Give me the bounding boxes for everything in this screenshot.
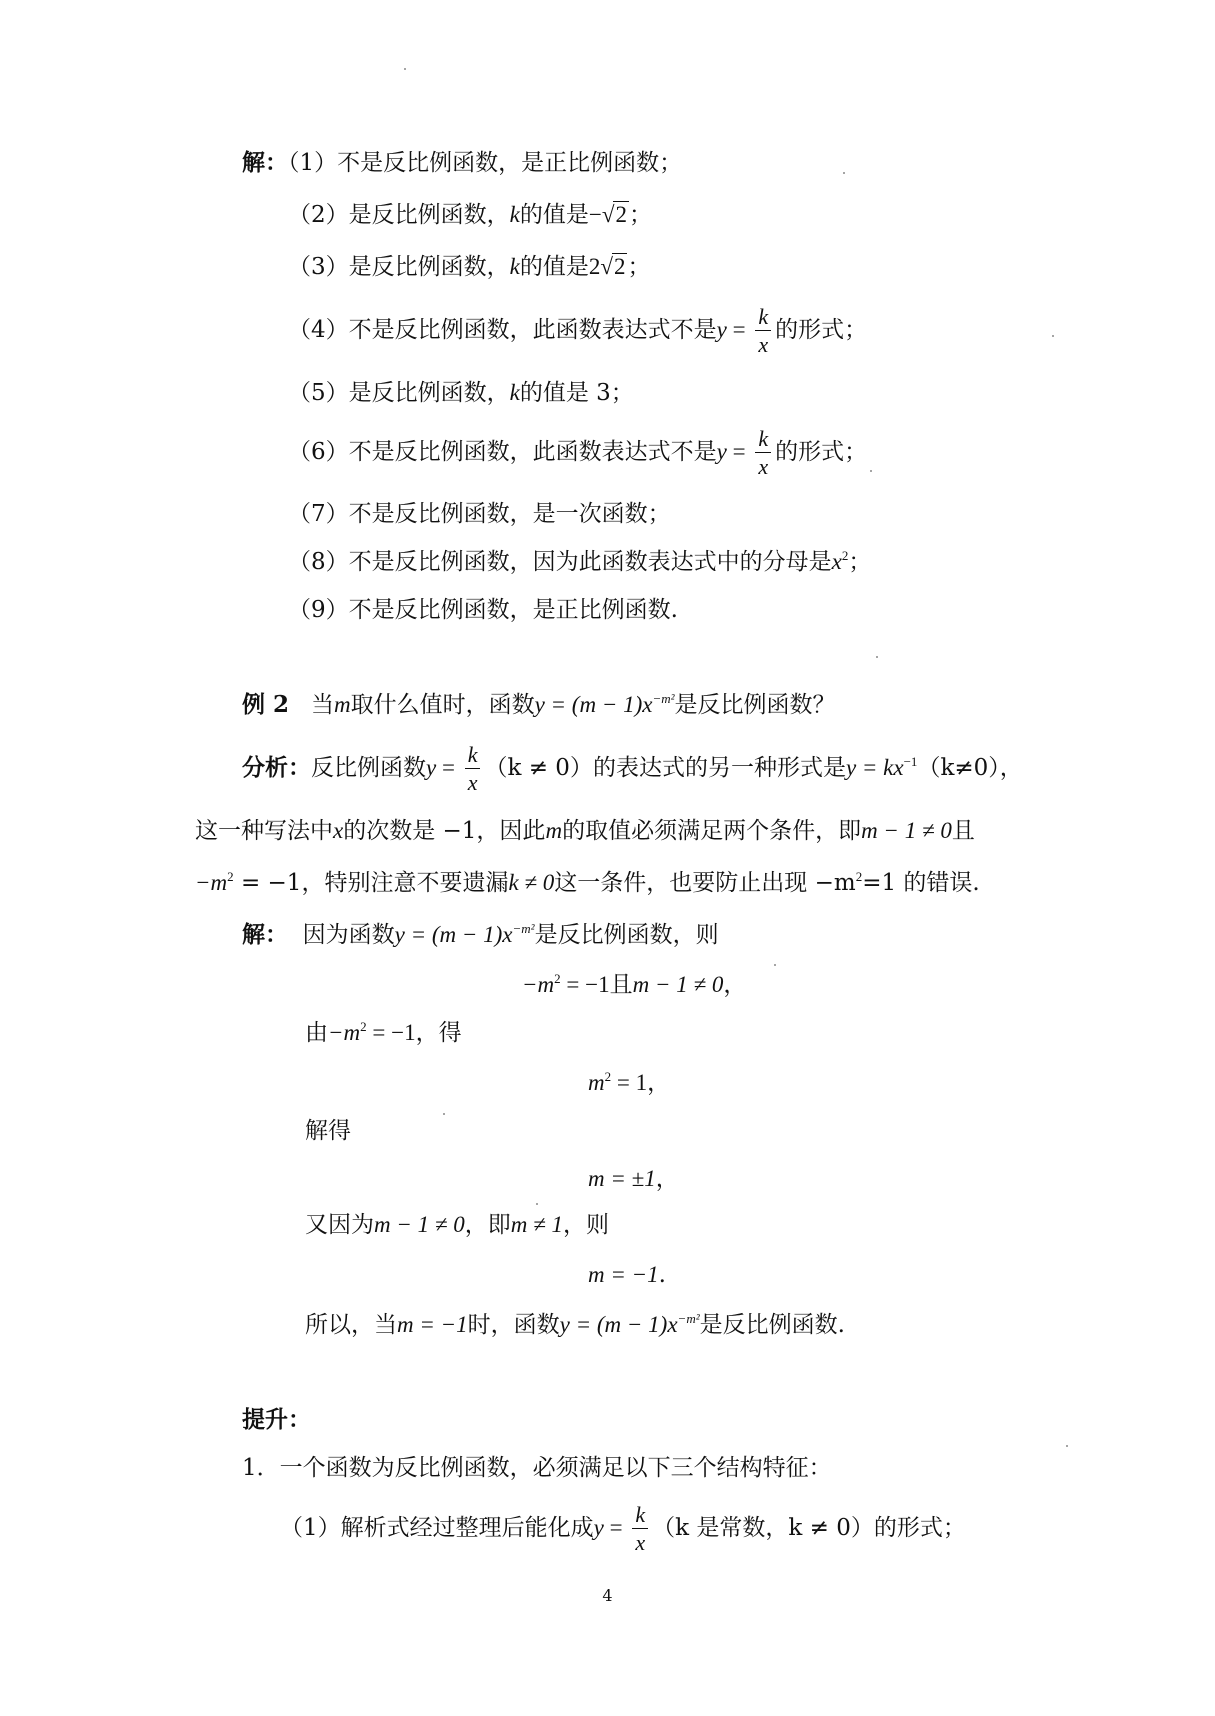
solution2-line-8: m = −1. [588,1262,666,1288]
solution-line-7: （7）不是反比例函数，是一次函数； [288,501,671,527]
improve-line-2: （1）解析式经过整理后能化成y = $\frac{k}{x}$ （k 是常数，k ≠ 0）的形式； [280,1502,966,1555]
item-text: 不是反比例函数，是正比例函数； [337,150,683,176]
scan-speck [1066,1445,1068,1447]
scan-speck [876,656,878,658]
item-text: 是反比例函数， [348,254,510,280]
analysis-line-3: $-m^2 = -1$，特别注意不要遗漏k ≠ 0这一条件，也要防止出现 $-m^2=1$ 的错误. [195,869,980,896]
page-number: 4 [602,1586,613,1605]
scan-speck [443,1113,445,1115]
math-coef: 2 [588,254,601,279]
item-number: （8） [288,549,349,575]
solution2-line-2: $-m^2 = -1$且m − 1 ≠ 0， [522,971,747,998]
item-number: （7） [288,501,349,527]
item-text: 的值是 [519,202,589,228]
solution-line-3: （3）是反比例函数，k的值是2√2； [288,254,651,280]
scan-speck [774,964,776,966]
solution-label: 解： [242,149,288,176]
solution-line-2: （2）是反比例函数，k的值是−√2； [288,202,652,228]
fraction-k-over-x: $\frac{k}{x}$ [632,1504,648,1554]
solution-line-8: （8）不是反比例函数，因为此函数表达式中的分母是$x^2$； [288,548,872,575]
solution2-line-7: 又因为m − 1 ≠ 0，即m ≠ 1，则 [305,1212,609,1238]
solution2-line-1: 解： 因为函数$y = (m - 1)x^{-m^2}$是反比例函数，则 [242,921,719,948]
improve-line-1: 1．一个函数为反比例函数，必须满足以下三个结构特征： [242,1455,832,1481]
scan-speck [1052,335,1054,337]
analysis-line-1: 分析：反比例函数y = $\frac{k}{x}$ （k ≠ 0）的表达式的另一种形式是$y = kx^{-1}(k\ne 0)$， [242,742,1023,795]
sqrt-expression: √2 [601,202,627,227]
sqrt-expression: √2 [600,254,626,279]
analysis-label: 分析： [242,754,311,781]
solution2-line-6: m = ±1， [588,1166,679,1192]
item-text: 不是反比例函数，此函数表达式不是 [348,317,717,343]
solution2-line-3: 由$-m^2 = -1$，得 [305,1019,462,1046]
fraction-k-over-x: $\frac{k}{x}$ [755,428,771,478]
solution-label: 解： [242,921,288,948]
item-number: （1） [288,150,338,176]
analysis-line-2: 这一种写法中x的次数是 −1，因此m的取值必须满足两个条件，即m − 1 ≠ 0且 [195,818,975,844]
scan-speck [843,172,845,174]
item-number: （9） [288,597,349,623]
solution2-line-9: 所以，当m = −1时，函数$y = (m - 1)x^{-m^2}$是反比例函数. [305,1311,845,1338]
item-number: （2） [288,202,349,228]
fraction-k-over-x: $\frac{k}{x}$ [465,744,481,794]
solution-line-4: （4）不是反比例函数，此函数表达式不是y = $\frac{k}{x}$ 的形式； [288,304,868,357]
item-number: （4） [288,317,349,343]
solution-line-6: （6）不是反比例函数，此函数表达式不是y = $\frac{k}{x}$ 的形式； [288,426,868,479]
solution-line-5: （5）是反比例函数，k的值是 3； [288,380,634,406]
fraction-k-over-x: $\frac{k}{x}$ [755,306,771,356]
item-number: （5） [288,380,349,406]
improve-heading [242,1405,311,1435]
example-label: 例 2 [242,691,290,718]
math-k: k [509,254,520,279]
item-number: （6） [288,439,349,465]
improve-label: 提升： [242,1406,311,1433]
item-text: 是反比例函数， [348,202,510,228]
scan-speck [404,68,406,70]
solution-line-1 [242,148,682,178]
solution2-line-5: 解得 [305,1118,351,1144]
example-2-question: 例 2 当m取什么值时，函数$y = (m - 1)x^{-m^2}$是反比例函数？ [242,691,836,718]
math-minus: − [588,202,602,227]
item-text: 的值是 [519,254,589,280]
solution2-line-4: $m^2 = 1$， [588,1069,671,1096]
math-k: k [509,202,520,227]
item-number: （3） [288,254,349,280]
function-expression: y = (m − 1)x [534,692,653,717]
scan-speck [536,1203,538,1205]
solution-line-9: （9）不是反比例函数，是正比例函数. [288,597,678,623]
scan-speck [870,470,872,472]
